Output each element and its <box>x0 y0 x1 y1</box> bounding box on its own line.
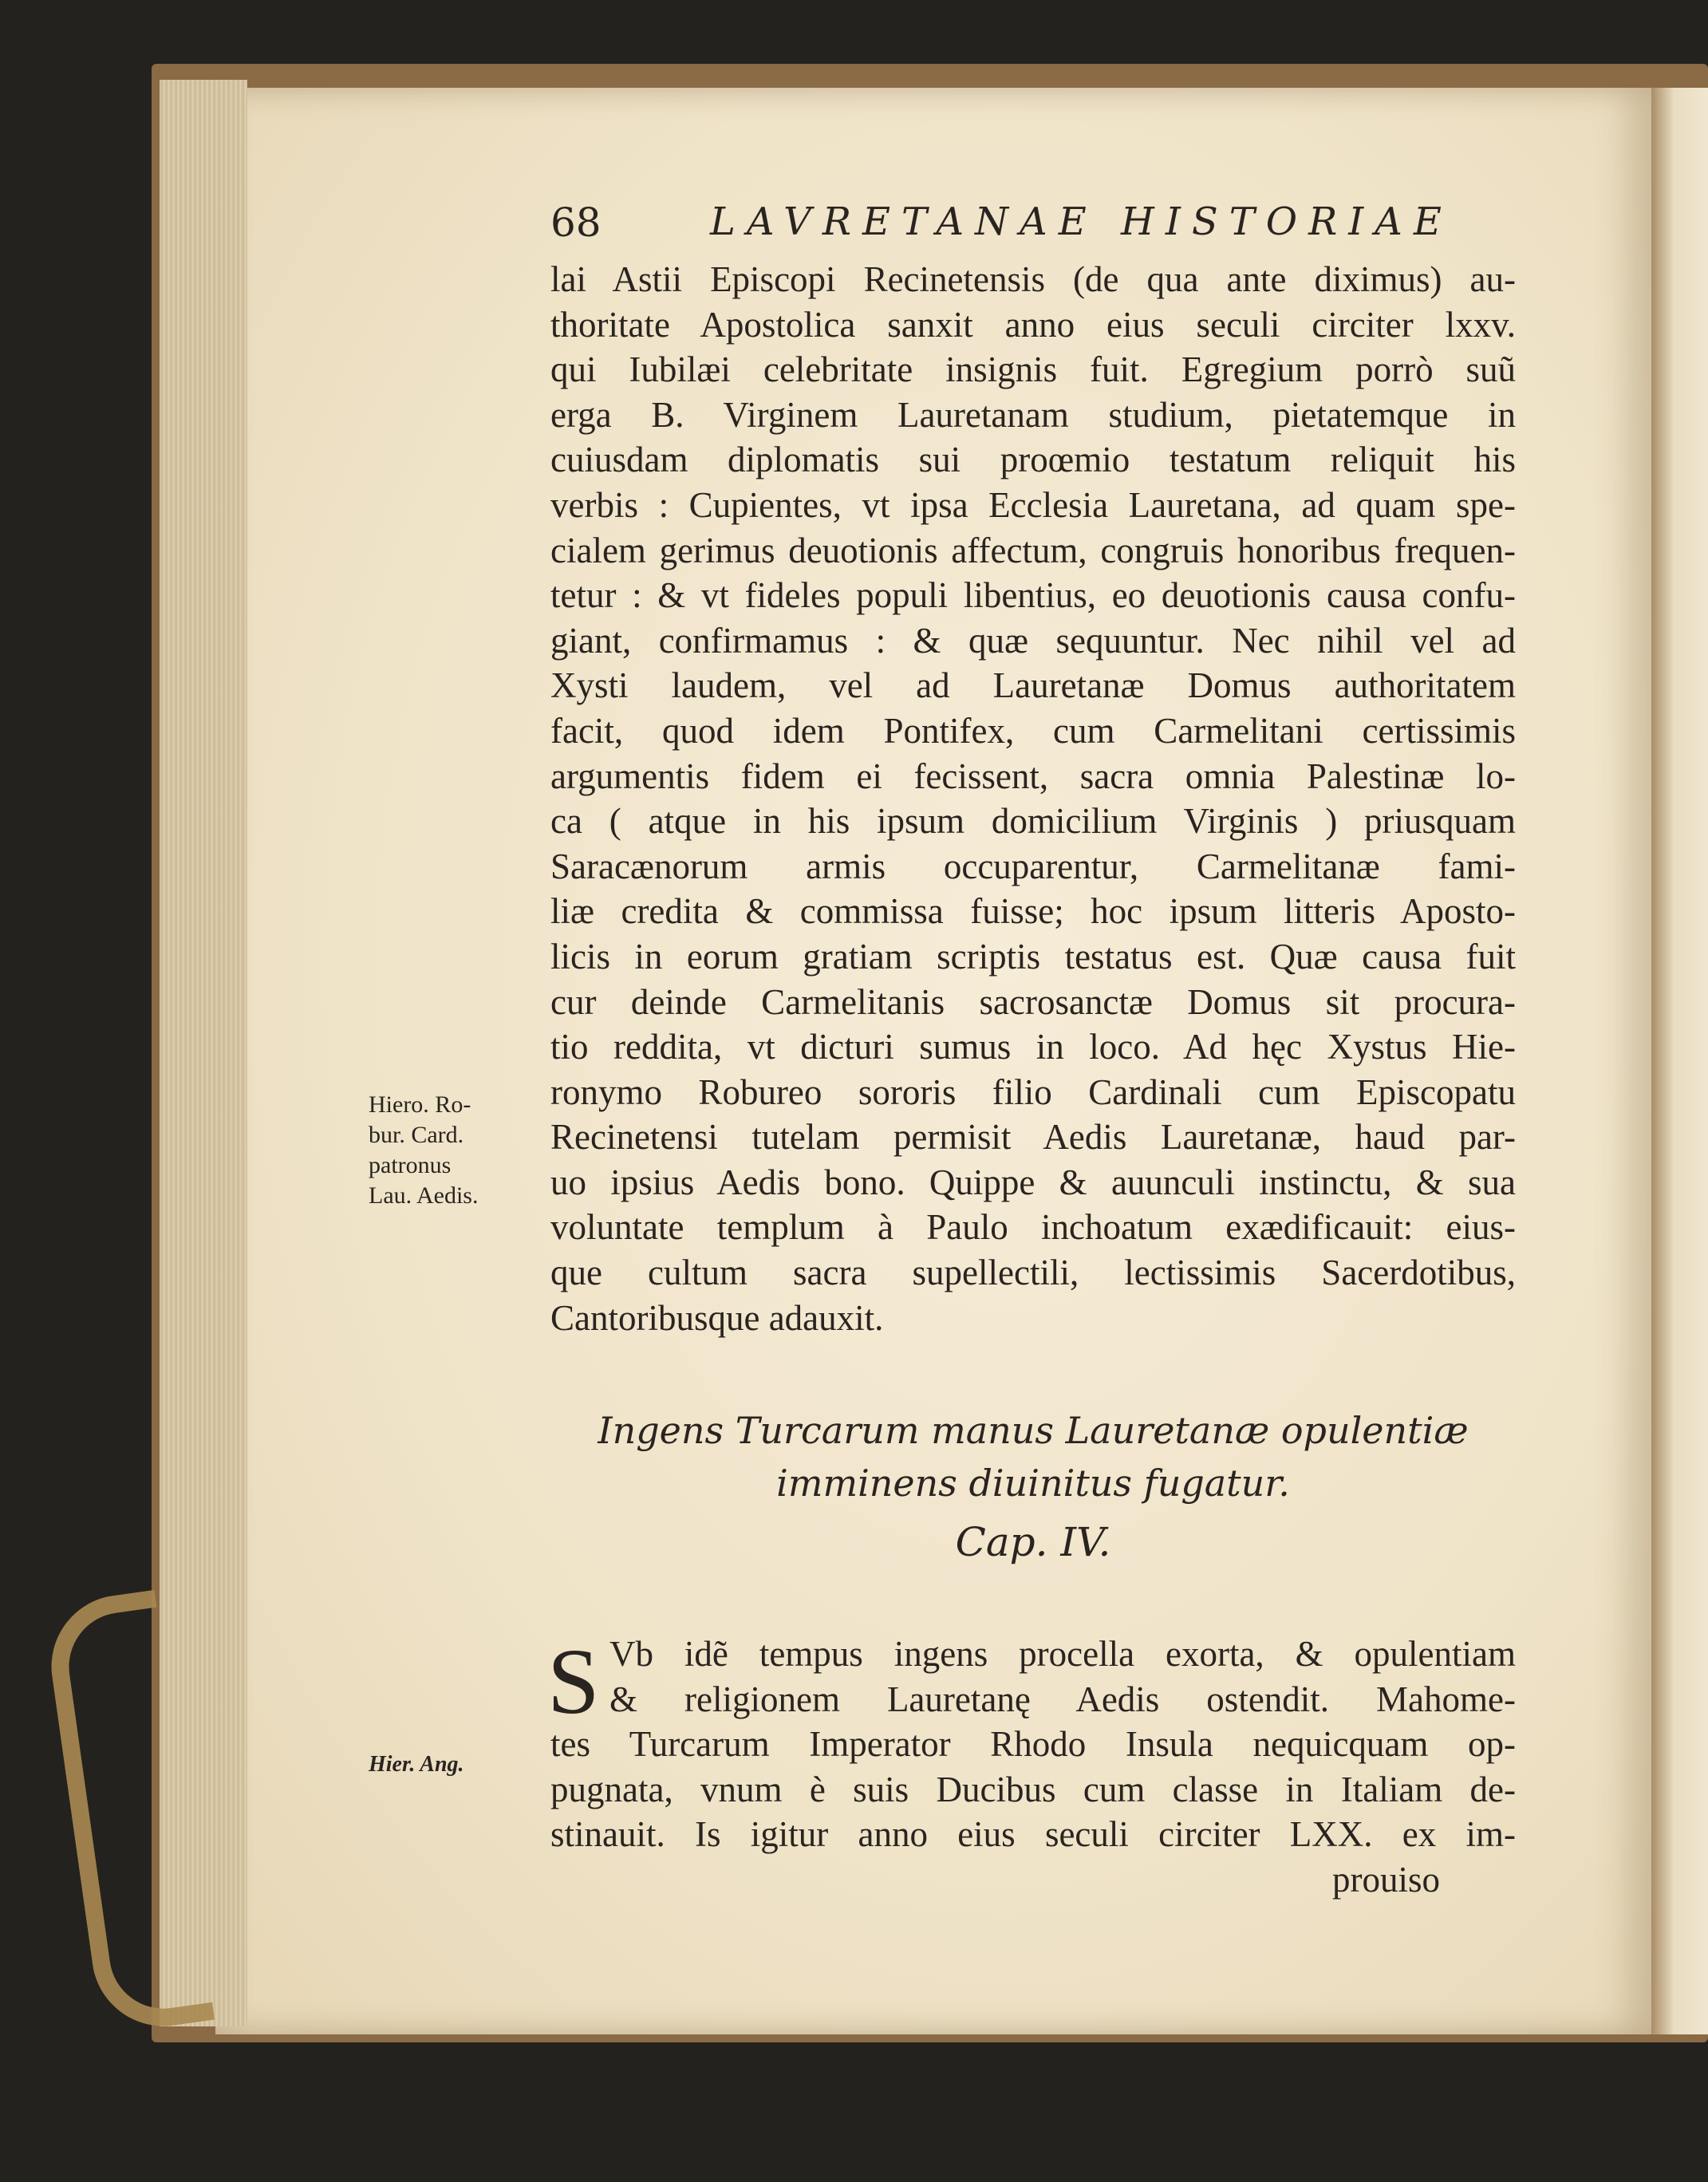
margin-note-patronus <box>369 1090 544 1211</box>
text-line: Cantoribusque adauxit. <box>550 1297 884 1338</box>
text-line: Saracænorum armis occuparentur, Carmelitanæ fami- <box>550 846 1516 886</box>
text-line: Xysti laudem, vel ad Lauretanæ Domus authoritatem <box>550 665 1516 706</box>
text-line: giant, confirmamus : & quæ sequuntur. Nec nihil vel ad <box>550 620 1516 661</box>
text-line: Vb idẽ tempus ingens procella exorta, & opulentiam <box>609 1634 1516 1674</box>
text-line: cur deinde Carmelitanis sacrosanctæ Domus sit procura- <box>550 981 1516 1022</box>
margin-note-line: bur. Card. <box>369 1122 464 1148</box>
running-title: LAVRETANAE HISTORIAE <box>710 199 1453 244</box>
text-line: qui Iubilæi celebritate insignis fuit. Egregium porrò suũ <box>550 349 1516 390</box>
text-line: ca ( atque in his ipsum domicilium Virginis ) priusquam <box>550 801 1516 842</box>
text-line: & religionem Lauretanę Aedis ostendit. Mahome- <box>609 1679 1516 1719</box>
chapter-heading-line: Ingens Turcarum manus Lauretanæ opulentiæ <box>598 1409 1469 1452</box>
catchword: prouiso <box>1332 1860 1440 1900</box>
text-line: stinauit. Is igitur anno eius seculi circiter LXX. ex im- <box>550 1814 1516 1855</box>
text-line: verbis : Cupientes, vt ipsa Ecclesia Lauretana, ad quam spe- <box>550 484 1516 525</box>
text-line: licis in eorum gratiam scriptis testatus est. Quæ causa fuit <box>550 936 1516 977</box>
text-line: tes Turcarum Imperator Rhodo Insula nequicquam op- <box>550 1724 1516 1765</box>
text-line: lai Astii Episcopi Recinetensis (de qua ante diximus) au- <box>550 259 1516 299</box>
chapter-text <box>547 1629 1516 1857</box>
margin-note-line: Hiero. Ro- <box>369 1091 471 1118</box>
text-line: facit, quod idem Pontifex, cum Carmelitani certissimis <box>550 710 1516 751</box>
margin-note-source: Hier. Ang. <box>369 1752 464 1777</box>
text-line: pugnata, vnum è suis Ducibus cum classe in Italiam de- <box>550 1769 1516 1809</box>
text-line: tio reddita, vt dicturi sumus in loco. Ad hęc Xystus Hie- <box>550 1027 1516 1067</box>
page-number: 68 <box>550 199 602 246</box>
chapter-heading <box>550 1404 1516 1509</box>
text-line: que cultum sacra supellectili, lectissimis Sacerdotibus, <box>550 1253 1516 1293</box>
facing-page-edge <box>1651 88 1708 2034</box>
text-line: cuiusdam diplomatis sui proœmio testatum reliquit his <box>550 440 1516 480</box>
text-line: cialem gerimus deuotionis affectum, congruis honoribus frequen- <box>550 530 1516 570</box>
text-line: erga B. Virginem Lauretanam studium, pietatemque in <box>550 394 1516 435</box>
text-line: voluntate templum à Paulo inchoatum exædificauit: eius- <box>550 1207 1516 1248</box>
text-line: uo ipsius Aedis bono. Quippe & auunculi instinctu, & sua <box>550 1162 1516 1202</box>
text-line: Recinetensi tutelam permisit Aedis Lauretanæ, haud par- <box>550 1117 1516 1158</box>
text-line: ronymo Robureo sororis filio Cardinali cum Episcopatu <box>550 1071 1516 1112</box>
margin-note-line: Lau. Aedis. <box>369 1182 479 1209</box>
text-line: thoritate Apostolica sanxit anno eius seculi circiter lxxv. <box>550 304 1516 345</box>
margin-note-line: patronus <box>369 1152 452 1178</box>
text-line: argumentis fidem ei fecissent, sacra omnia Palestinæ lo- <box>550 756 1516 796</box>
main-text <box>550 257 1516 1340</box>
text-line: tetur : & vt fideles populi libentius, eo deuotionis causa confu- <box>550 575 1516 616</box>
chapter-heading-line: imminens diuinitus fugatur. <box>776 1462 1290 1505</box>
chapter-number: Cap. IV. <box>955 1519 1111 1565</box>
text-line: liæ credita & commissa fuisse; hoc ipsum litteris Aposto- <box>550 891 1516 932</box>
drop-cap: S <box>547 1629 600 1734</box>
